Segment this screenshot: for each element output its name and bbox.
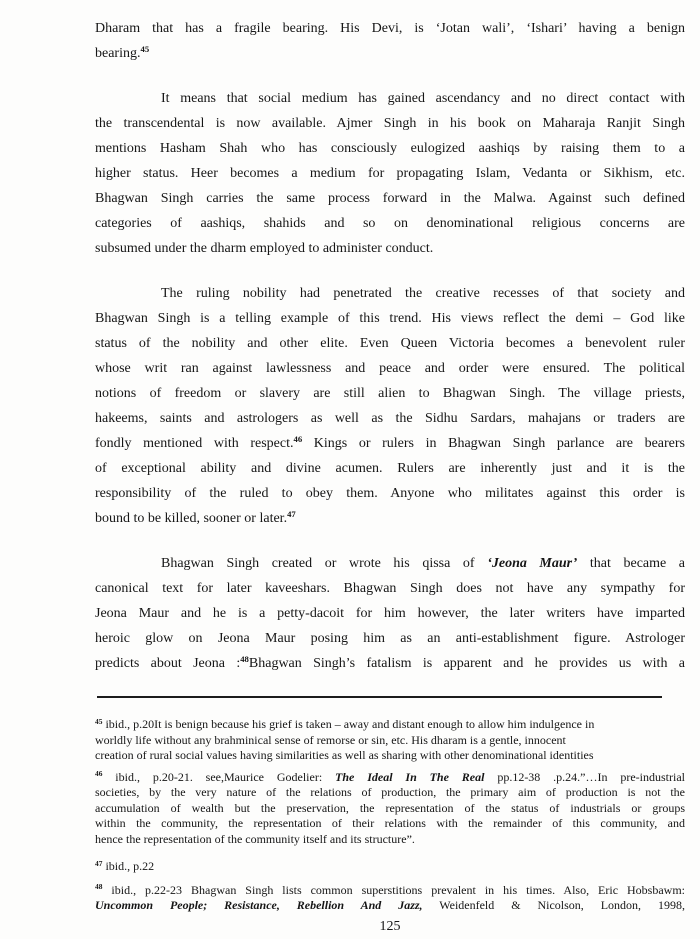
text-segment: notions of freedom or slavery are still alien to Bhagwan Singh. The village priests, [95, 386, 685, 401]
text-line [95, 161, 685, 186]
text-line [95, 626, 685, 651]
text-line [95, 859, 685, 875]
text-line [95, 816, 685, 832]
text-line [95, 136, 685, 161]
text-segment: categories of aashiqs, shahids and so on denominational religious concerns are [95, 216, 685, 231]
footnote-46 [95, 770, 685, 848]
text-segment: hakeems, saints and astrologers as well as the Sidhu Sardars, mahajans or traders are [95, 411, 685, 426]
text-line [95, 211, 685, 236]
text-segment: accumulation of wealth but the preservation, the representation of the status of industrials or groups [95, 800, 685, 815]
text-line [95, 481, 685, 506]
text-segment: Dharam that has a fragile bearing. His Devi, is ‘Jotan wali’, ‘Ishari’ having a benign [95, 21, 685, 36]
text-segment: pp.12-38 .p.24.”…In pre-industrial [484, 769, 685, 784]
text-line [95, 883, 685, 899]
text-segment: mentions Hasham Shah who has consciously eulogized aashiqs by raising them to a [95, 141, 685, 156]
body-paragraphs [95, 16, 685, 676]
footnote-ref: 47 [95, 858, 103, 868]
emphasized-text: Uncommon People; Resistance, Rebellion And Jazz, [95, 898, 423, 912]
text-segment: ibid., p.22-23 Bhagwan Singh lists common superstitions prevalent in his times. Also, Eric Hobsbawm: [102, 882, 685, 897]
footnote-ref: 48 [240, 654, 249, 665]
paragraph-continuation [95, 16, 685, 66]
text-segment: within the community, the representation of their relations with the remainder of this community, and [95, 816, 685, 830]
footnote-48 [95, 883, 685, 914]
text-segment: Kings or rulers in Bhagwan Singh parlance are bearers [302, 436, 685, 451]
footnote-separator-rule [97, 696, 662, 698]
text-line [95, 306, 685, 331]
text-segment: Weidenfeld & Nicolson, London, 1998, [422, 898, 685, 912]
text-segment: Jeona Maur and he is a petty-dacoit for him however, the later writers have imparted [95, 606, 685, 621]
text-line [95, 431, 685, 456]
text-segment: The ruling nobility had penetrated the creative recesses of that society and [161, 286, 685, 301]
text-segment: creation of rural social values having similarities as well as sharing with other denominational identities [95, 748, 594, 762]
text-segment: worldly life without any brahminical sense of remorse or sin, etc. His dharam is a gentle, innocent [95, 732, 566, 747]
text-line [95, 111, 685, 136]
text-segment: bearing. [95, 46, 141, 61]
text-segment: societies, by the very nature of the relations of production, the primary aim of production is not the [95, 785, 685, 799]
text-line [95, 651, 685, 676]
text-line [95, 456, 685, 481]
text-segment: ibid., p.22 [102, 859, 155, 873]
emphasized-text: The Ideal In The Real [335, 769, 485, 784]
text-line [95, 381, 685, 406]
text-line [95, 236, 685, 261]
footnote-ref: 46 [293, 434, 303, 445]
text-line [95, 717, 685, 733]
text-line [95, 748, 685, 764]
text-line [95, 41, 685, 66]
text-segment: ibid., p.20-21. see,Maurice Godelier: [102, 769, 336, 784]
text-line [95, 785, 685, 801]
text-line [95, 770, 685, 786]
text-line [95, 186, 685, 211]
text-column [95, 16, 685, 936]
text-line [95, 832, 685, 848]
footnote-45 [95, 717, 685, 764]
text-segment: of exceptional ability and divine acumen. Rulers are inherently just and it is the [95, 461, 685, 476]
paragraph-social-medium [95, 86, 685, 261]
footnote-ref: 46 [95, 769, 103, 779]
text-segment: status of the nobility and other elite. Even Queen Victoria becomes a benevolent ruler [95, 336, 685, 351]
text-segment: responsibility of the ruled to obey them. Anyone who militates against this order is [95, 486, 685, 501]
text-segment: hence the representation of the community itself and its structure”. [95, 831, 415, 846]
text-segment: subsumed under the dharm employed to administer conduct. [95, 241, 434, 256]
text-line [95, 356, 685, 381]
footnote-ref: 47 [287, 509, 296, 520]
emphasized-text: ‘Jeona Maur’ [487, 556, 578, 571]
text-segment: heroic glow on Jeona Maur posing him as an anti-establishment figure. Astrologer [95, 631, 685, 646]
paragraph-ruling-nobility [95, 281, 685, 531]
text-line [95, 576, 685, 601]
text-segment: the transcendental is now available. Ajmer Singh in his book on Maharaja Ranjit Singh [95, 116, 685, 131]
text-segment: that became a [577, 556, 686, 571]
text-line [95, 801, 685, 817]
text-line [95, 331, 685, 356]
text-segment: whose writ ran against lawlessness and peace and order were ensured. The political [95, 361, 685, 376]
text-segment: It means that social medium has gained ascendancy and no direct contact with [161, 91, 685, 106]
text-segment: canonical text for later kaveeshars. Bhagwan Singh does not have any sympathy for [95, 581, 685, 596]
text-line [95, 86, 685, 111]
text-line [95, 733, 685, 749]
text-segment: predicts about Jeona : [95, 656, 241, 671]
text-segment: Bhagwan Singh carries the same process forward in the Malwa. Against such defined [95, 191, 685, 206]
text-segment: bound to be killed, sooner or later. [95, 511, 288, 526]
text-line [95, 506, 685, 531]
page-number: 125 [379, 918, 401, 934]
footnote-ref: 45 [140, 44, 150, 55]
footnote-47 [95, 859, 685, 875]
text-segment: fondly mentioned with respect. [95, 436, 294, 451]
footnote-ref: 48 [95, 882, 103, 892]
footnote-ref: 45 [95, 716, 103, 726]
text-segment: Bhagwan Singh is a telling example of this trend. His views reflect the demi – God like [95, 311, 685, 326]
text-line [95, 551, 685, 576]
text-line [95, 898, 685, 914]
text-line [95, 406, 685, 431]
text-segment: ibid., p.20It is benign because his grief is taken – away and distant enough to allow him indulgence in [102, 717, 595, 731]
text-segment: higher status. Heer becomes a medium for propagating Islam, Vedanta or Sikhism, etc. [95, 166, 685, 181]
text-line [95, 281, 685, 306]
text-line [95, 16, 685, 41]
text-segment: Bhagwan Singh’s fatalism is apparent and he provides us with a [248, 656, 686, 671]
footnotes-section [95, 717, 685, 914]
paragraph-jeona-maur [95, 551, 685, 676]
text-line [95, 601, 685, 626]
text-segment: Bhagwan Singh created or wrote his qissa of [161, 556, 488, 571]
